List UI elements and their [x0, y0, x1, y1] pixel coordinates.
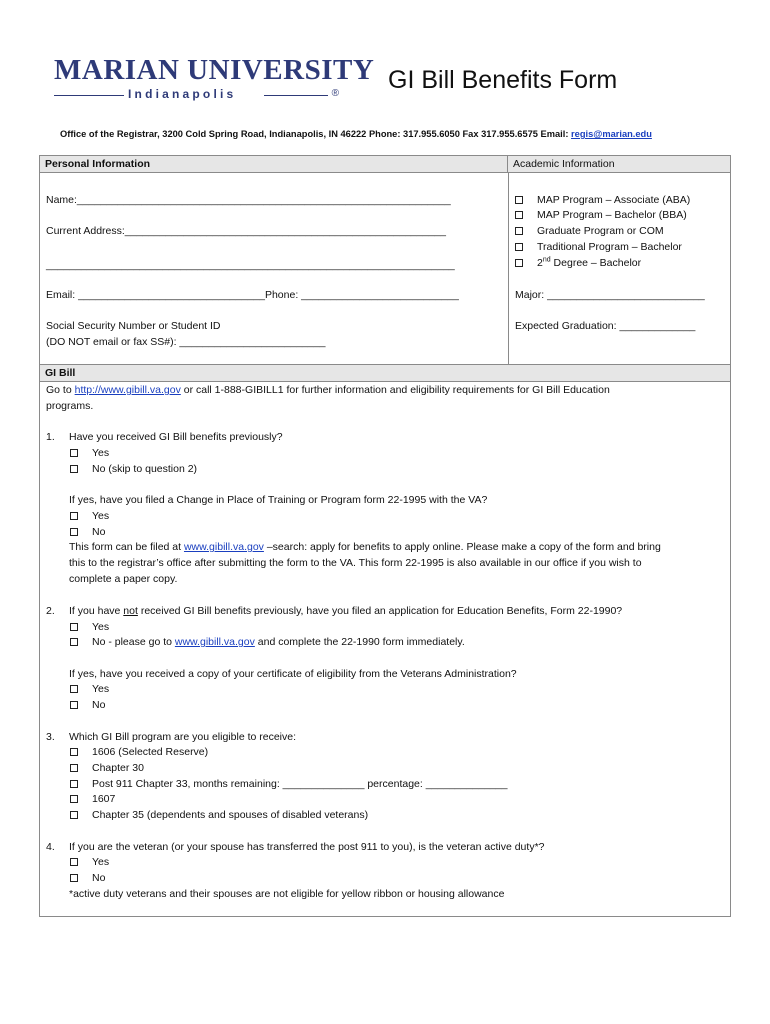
- q2-text-cont: received GI Bill benefits previously, have you filed an application for Education Benefits, Form 22-1990?: [137, 605, 623, 617]
- q1-note-line-2: this to the registrar’s office after submitting the form to the VA. This form 22-1995 is also available in our office if you wish to: [69, 557, 642, 569]
- q4-no-option[interactable]: [70, 872, 105, 885]
- expected-graduation-field[interactable]: Expected Graduation: _____________: [515, 320, 696, 332]
- academic-option-aba[interactable]: [515, 194, 690, 207]
- checkbox[interactable]: [70, 449, 78, 457]
- academic-info-header: [508, 156, 730, 173]
- checkbox[interactable]: [70, 701, 78, 709]
- major-field[interactable]: Major: ___________________________: [515, 289, 705, 301]
- logo-divider-right: [264, 95, 328, 96]
- q2-text: If you have: [69, 605, 124, 617]
- q1-yes-option[interactable]: [70, 447, 109, 460]
- checkbox[interactable]: [70, 764, 78, 772]
- option-label-cont: and complete the 22-1990 form immediately.: [254, 636, 465, 648]
- gi-bill-heading: GI Bill: [45, 367, 76, 379]
- academic-option-traditional[interactable]: [515, 241, 682, 254]
- registered-mark: ®: [331, 88, 339, 99]
- question-4-text: If you are the veteran (or your spouse has transferred the post 911 to you), is the veteran active duty*?: [69, 841, 545, 853]
- office-email-link[interactable]: regis@marian.edu: [571, 129, 652, 139]
- checkbox[interactable]: [70, 858, 78, 866]
- checkbox[interactable]: [70, 780, 78, 788]
- option-label: Post 911 Chapter 33, months remaining: ______________ percentage: ______________: [92, 778, 508, 790]
- option-label: Yes: [92, 621, 110, 633]
- question-1-text: Have you received GI Bill benefits previously?: [69, 431, 283, 443]
- personal-info-heading: Personal Information: [45, 158, 151, 170]
- q3-option-chapter-35[interactable]: [70, 809, 368, 822]
- checkbox[interactable]: [515, 211, 523, 219]
- q1-no-option[interactable]: [70, 463, 197, 476]
- checkbox[interactable]: [70, 685, 78, 693]
- intro-line-2: programs.: [46, 400, 94, 412]
- academic-option-bba[interactable]: [515, 209, 687, 222]
- question-2-text: [69, 605, 622, 618]
- q1b-no-option[interactable]: [70, 526, 105, 539]
- option-label: Graduate Program or COM: [537, 225, 664, 237]
- degree-ordinal: nd: [542, 256, 551, 264]
- intro-text-cont: or call 1-888-GIBILL1 for further information and eligibility requirements for GI Bill Education: [180, 384, 610, 396]
- university-logo-title: MARIAN UNIVERSITY: [54, 54, 375, 86]
- form-title: GI Bill Benefits Form: [388, 66, 618, 94]
- email-phone-field[interactable]: Email: ________________________________Phone: ___________________________: [46, 289, 459, 301]
- q3-option-1607[interactable]: [70, 793, 115, 806]
- q1-note-line-1: [69, 541, 661, 554]
- option-label: 1606 (Selected Reserve): [92, 746, 209, 758]
- option-label: 1607: [92, 793, 116, 805]
- option-label: No: [92, 699, 106, 711]
- checkbox[interactable]: [70, 811, 78, 819]
- question-2-number: 2.: [46, 605, 55, 617]
- checkbox[interactable]: [70, 638, 78, 646]
- option-label: Yes: [92, 447, 110, 459]
- checkbox[interactable]: [70, 528, 78, 536]
- option-label: No: [92, 872, 106, 884]
- note-text: This form can be filed at: [69, 541, 184, 553]
- question-3-text: Which GI Bill program are you eligible to receive:: [69, 731, 297, 743]
- current-address-field[interactable]: Current Address:_______________________________________________________: [46, 225, 446, 237]
- q2b-no-option[interactable]: [70, 699, 105, 712]
- logo-divider-left: [54, 95, 124, 96]
- column-divider: [508, 173, 509, 365]
- ssn-label: Social Security Number or Student ID: [46, 320, 221, 332]
- q4-yes-option[interactable]: [70, 856, 109, 869]
- office-contact-line: [60, 129, 652, 139]
- q3-option-post-911[interactable]: [70, 778, 507, 791]
- q4-footnote: *active duty veterans and their spouses are not eligible for yellow ribbon or housing allowance: [69, 888, 505, 900]
- q3-option-chapter-30[interactable]: [70, 762, 144, 775]
- name-field[interactable]: Name:________________________________________________________________: [46, 194, 451, 206]
- academic-option-graduate[interactable]: [515, 225, 664, 238]
- q1-note-line-3: complete a paper copy.: [69, 573, 178, 585]
- option-label: No (skip to question 2): [92, 463, 198, 475]
- checkbox[interactable]: [70, 795, 78, 803]
- info-section: [39, 155, 731, 366]
- q2b-yes-option[interactable]: [70, 683, 109, 696]
- checkbox[interactable]: [70, 874, 78, 882]
- question-2b-text: If yes, have you received a copy of your certificate of eligibility from the Veterans Administration?: [69, 668, 517, 680]
- option-label: No: [92, 526, 106, 538]
- ssn-field[interactable]: (DO NOT email or fax SS#): _________________________: [46, 336, 326, 348]
- academic-option-second-degree[interactable]: [515, 257, 641, 270]
- personal-info-header: [40, 156, 508, 173]
- q2-yes-option[interactable]: [70, 621, 109, 634]
- option-label: No - please go to: [92, 636, 175, 648]
- checkbox[interactable]: [70, 465, 78, 473]
- address-line-2-field[interactable]: ______________________________________________________________________: [46, 259, 455, 271]
- checkbox[interactable]: [515, 196, 523, 204]
- question-1-number: 1.: [46, 431, 55, 443]
- option-label: Chapter 35 (dependents and spouses of disabled veterans): [92, 809, 369, 821]
- option-label: Yes: [92, 510, 110, 522]
- intro-text: Go to: [46, 384, 75, 396]
- option-label: MAP Program – Bachelor (BBA): [537, 209, 687, 221]
- gibill-link[interactable]: www.gibill.va.gov: [174, 636, 255, 648]
- office-address: Office of the Registrar, 3200 Cold Spring Road, Indianapolis, IN 46222 Phone: 317.955.6050 Fax 317.955.6575 Email:: [60, 129, 572, 139]
- degree-number: 2: [537, 257, 543, 269]
- option-label: Yes: [92, 856, 110, 868]
- option-label: MAP Program – Associate (ABA): [537, 194, 691, 206]
- gi-bill-section: [39, 364, 731, 917]
- q2-no-option[interactable]: [70, 636, 465, 649]
- question-4-number: 4.: [46, 841, 55, 853]
- question-3-number: 3.: [46, 731, 55, 743]
- university-logo-subtitle: [54, 87, 339, 103]
- academic-info-heading: Academic Information: [513, 158, 615, 170]
- option-label: Yes: [92, 683, 110, 695]
- gibill-link[interactable]: www.gibill.va.gov: [183, 541, 264, 553]
- checkbox[interactable]: [70, 623, 78, 631]
- option-label: Chapter 30: [92, 762, 144, 774]
- note-text-cont: –search: apply for benefits to apply online. Please make a copy of the form and bring: [263, 541, 661, 553]
- gi-bill-intro: [46, 384, 610, 397]
- gibill-website-link[interactable]: http://www.gibill.va.gov: [74, 384, 181, 396]
- q1b-yes-option[interactable]: [70, 510, 109, 523]
- checkbox[interactable]: [70, 512, 78, 520]
- q3-option-1606[interactable]: [70, 746, 208, 759]
- logo-subtitle-text: Indianapolis: [128, 87, 237, 101]
- degree-label: Degree – Bachelor: [550, 257, 642, 269]
- option-label: Traditional Program – Bachelor: [537, 241, 682, 253]
- checkbox[interactable]: [515, 259, 523, 267]
- q2-emphasis: not: [123, 605, 138, 617]
- gi-bill-header: [40, 365, 730, 382]
- checkbox[interactable]: [515, 243, 523, 251]
- checkbox[interactable]: [70, 748, 78, 756]
- checkbox[interactable]: [515, 227, 523, 235]
- question-1b-text: If yes, have you filed a Change in Place of Training or Program form 22-1995 with the VA?: [69, 494, 488, 506]
